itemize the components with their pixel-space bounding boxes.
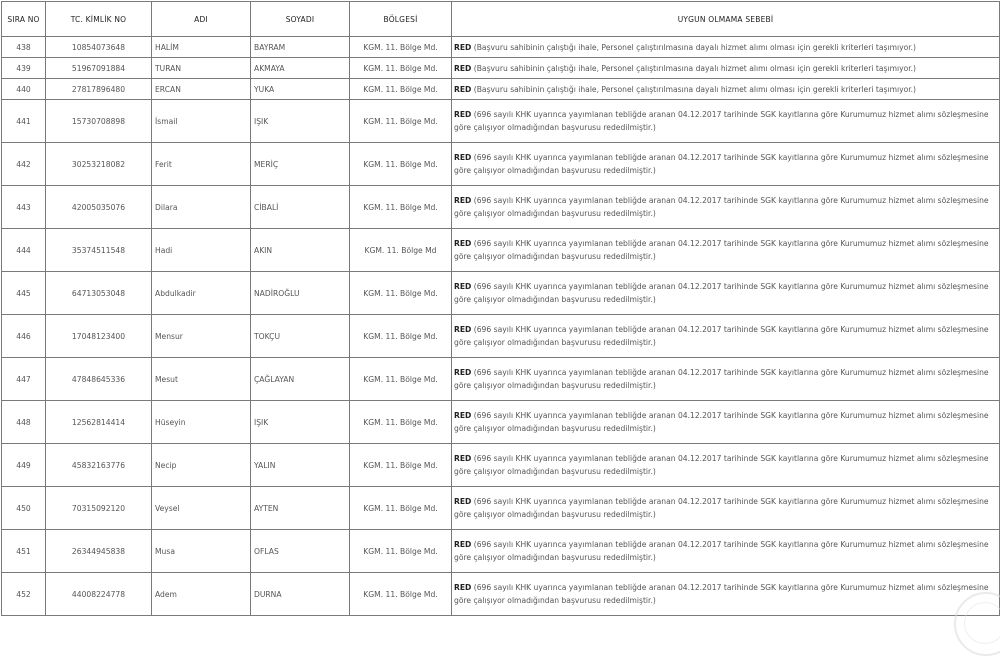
red-label: RED: [454, 84, 472, 94]
cell-soyadi: AKMAYA: [251, 58, 350, 79]
header-bolgesi: BÖLGESİ: [350, 2, 452, 37]
cell-sebep: [452, 100, 1000, 143]
cell-adi: Ferit: [152, 143, 251, 186]
cell-sira-no: 448: [2, 401, 46, 444]
cell-soyadi: TOKÇU: [251, 315, 350, 358]
cell-sira-no: 446: [2, 315, 46, 358]
red-label: RED: [454, 497, 472, 506]
header-tc-kimlik-no: TC. KİMLİK NO: [46, 2, 152, 37]
red-label: RED: [454, 411, 472, 420]
cell-bolgesi: KGM. 11. Bölge Md.: [350, 444, 452, 487]
table-row: [2, 143, 1000, 186]
reason-text: (696 sayılı KHK uyarınca yayımlanan tebliğde aranan 04.12.2017 tarihinde SGK kayıtlarına göre Kurumumuz hizmet alımı sözleşmesine göre çalışıyor olmadığından başvurusu rededilmiştir.): [454, 497, 989, 519]
reason-text: (696 sayılı KHK uyarınca yayımlanan tebliğde aranan 04.12.2017 tarihinde SGK kayıtlarına göre Kurumumuz hizmet alımı sözleşmesine göre çalışıyor olmadığından başvurusu rededilmiştir.): [454, 540, 989, 562]
cell-sebep: [452, 37, 1000, 58]
cell-bolgesi: KGM. 11. Bölge Md.: [350, 315, 452, 358]
cell-bolgesi: KGM. 11. Bölge Md.: [350, 272, 452, 315]
cell-bolgesi: KGM. 11. Bölge Md.: [350, 37, 452, 58]
cell-adi: ERCAN: [152, 79, 251, 100]
cell-sebep: [452, 58, 1000, 79]
cell-soyadi: MERİÇ: [251, 143, 350, 186]
cell-sira-no: 449: [2, 444, 46, 487]
table-row: [2, 229, 1000, 272]
faded-stamp-inner-ring: [964, 602, 1000, 644]
cell-adi: Hadi: [152, 229, 251, 272]
table-row: [2, 37, 1000, 58]
cell-soyadi: ÇAĞLAYAN: [251, 358, 350, 401]
table-row: [2, 79, 1000, 100]
cell-adi: Mesut: [152, 358, 251, 401]
reason-text: (696 sayılı KHK uyarınca yayımlanan tebliğde aranan 04.12.2017 tarihinde SGK kayıtlarına göre Kurumumuz hizmet alımı sözleşmesine göre çalışıyor olmadığından başvurusu rededilmiştir.): [454, 454, 989, 476]
cell-bolgesi: KGM. 11. Bölge Md.: [350, 401, 452, 444]
reason-text: (696 sayılı KHK uyarınca yayımlanan tebliğde aranan 04.12.2017 tarihinde SGK kayıtlarına göre Kurumumuz hizmet alımı sözleşmesine göre çalışıyor olmadığından başvurusu rededilmiştir.): [454, 368, 989, 390]
reason-text: (696 sayılı KHK uyarınca yayımlanan tebliğde aranan 04.12.2017 tarihinde SGK kayıtlarına göre Kurumumuz hizmet alımı sözleşmesine göre çalışıyor olmadığından başvurusu rededilmiştir.): [454, 196, 989, 218]
cell-adi: Mensur: [152, 315, 251, 358]
cell-soyadi: IŞIK: [251, 100, 350, 143]
cell-sebep: [452, 79, 1000, 100]
cell-tc-kimlik-no: 42005035076: [46, 186, 152, 229]
red-label: RED: [454, 239, 472, 248]
table-row: [2, 573, 1000, 616]
cell-adi: İsmail: [152, 100, 251, 143]
cell-tc-kimlik-no: 15730708898: [46, 100, 152, 143]
cell-sebep: [452, 358, 1000, 401]
cell-tc-kimlik-no: 51967091884: [46, 58, 152, 79]
cell-soyadi: OFLAS: [251, 530, 350, 573]
table-row: [2, 444, 1000, 487]
cell-tc-kimlik-no: 47848645336: [46, 358, 152, 401]
cell-tc-kimlik-no: 17048123400: [46, 315, 152, 358]
table-header-row: [2, 2, 1000, 37]
cell-sira-no: 450: [2, 487, 46, 530]
cell-adi: Necip: [152, 444, 251, 487]
reason-text: (696 sayılı KHK uyarınca yayımlanan tebliğde aranan 04.12.2017 tarihinde SGK kayıtlarına göre Kurumumuz hizmet alımı sözleşmesine göre çalışıyor olmadığından başvurusu rededilmiştir.): [454, 325, 989, 347]
red-label: RED: [454, 110, 472, 119]
red-label: RED: [454, 282, 472, 291]
cell-sebep: [452, 143, 1000, 186]
cell-soyadi: NADİROĞLU: [251, 272, 350, 315]
table-row: [2, 186, 1000, 229]
reason-text: (696 sayılı KHK uyarınca yayımlanan tebliğde aranan 04.12.2017 tarihinde SGK kayıtlarına göre Kurumumuz hizmet alımı sözleşmesine göre çalışıyor olmadığından başvurusu rededilmiştir.): [454, 153, 989, 175]
cell-soyadi: CİBALİ: [251, 186, 350, 229]
cell-tc-kimlik-no: 44008224778: [46, 573, 152, 616]
table-row: [2, 315, 1000, 358]
cell-adi: Musa: [152, 530, 251, 573]
reason-text: (Başvuru sahibinin çalıştığı ihale, Personel çalıştırılmasına dayalı hizmet alımı olması için gerekli kriterleri taşımıyor.): [471, 84, 917, 94]
cell-bolgesi: KGM. 11. Bölge Md.: [350, 186, 452, 229]
red-label: RED: [454, 63, 472, 73]
red-label: RED: [454, 454, 472, 463]
cell-bolgesi: KGM. 11. Bölge Md.: [350, 100, 452, 143]
table-row: [2, 272, 1000, 315]
cell-soyadi: YALIN: [251, 444, 350, 487]
cell-sira-no: 442: [2, 143, 46, 186]
cell-sira-no: 439: [2, 58, 46, 79]
header-uygun-olmama-sebebi: UYGUN OLMAMA SEBEBİ: [452, 2, 1000, 37]
header-sira-no: SIRA NO: [2, 2, 46, 37]
red-label: RED: [454, 42, 472, 52]
cell-adi: Dilara: [152, 186, 251, 229]
cell-tc-kimlik-no: 12562814414: [46, 401, 152, 444]
cell-soyadi: AYTEN: [251, 487, 350, 530]
reason-text: (696 sayılı KHK uyarınca yayımlanan tebliğde aranan 04.12.2017 tarihinde SGK kayıtlarına göre Kurumumuz hizmet alımı sözleşmesine göre çalışıyor olmadığından başvurusu rededilmiştir.): [454, 411, 989, 433]
cell-tc-kimlik-no: 64713053048: [46, 272, 152, 315]
cell-sira-no: 444: [2, 229, 46, 272]
cell-sebep: [452, 444, 1000, 487]
cell-sira-no: 445: [2, 272, 46, 315]
cell-sira-no: 443: [2, 186, 46, 229]
cell-soyadi: IŞIK: [251, 401, 350, 444]
reason-text: (Başvuru sahibinin çalıştığı ihale, Personel çalıştırılmasına dayalı hizmet alımı olması için gerekli kriterleri taşımıyor.): [471, 42, 917, 52]
cell-tc-kimlik-no: 45832163776: [46, 444, 152, 487]
cell-soyadi: YUKA: [251, 79, 350, 100]
cell-sebep: [452, 573, 1000, 616]
cell-soyadi: AKIN: [251, 229, 350, 272]
reason-text: (696 sayılı KHK uyarınca yayımlanan tebliğde aranan 04.12.2017 tarihinde SGK kayıtlarına göre Kurumumuz hizmet alımı sözleşmesine göre çalışıyor olmadığından başvurusu rededilmiştir.): [454, 239, 989, 261]
cell-adi: Abdulkadir: [152, 272, 251, 315]
table-row: [2, 100, 1000, 143]
cell-bolgesi: KGM. 11. Bölge Md.: [350, 530, 452, 573]
cell-bolgesi: KGM. 11. Bölge Md.: [350, 573, 452, 616]
cell-bolgesi: KGM. 11. Bölge Md.: [350, 79, 452, 100]
red-label: RED: [454, 583, 472, 592]
reason-text: (696 sayılı KHK uyarınca yayımlanan tebliğde aranan 04.12.2017 tarihinde SGK kayıtlarına göre Kurumumuz hizmet alımı sözleşmesine göre çalışıyor olmadığından başvurusu rededilmiştir.): [454, 583, 989, 605]
table-row: [2, 530, 1000, 573]
reason-text: (696 sayılı KHK uyarınca yayımlanan tebliğde aranan 04.12.2017 tarihinde SGK kayıtlarına göre Kurumumuz hizmet alımı sözleşmesine göre çalışıyor olmadığından başvurusu rededilmiştir.): [454, 282, 989, 304]
cell-sira-no: 451: [2, 530, 46, 573]
cell-sira-no: 447: [2, 358, 46, 401]
reason-text: (696 sayılı KHK uyarınca yayımlanan tebliğde aranan 04.12.2017 tarihinde SGK kayıtlarına göre Kurumumuz hizmet alımı sözleşmesine göre çalışıyor olmadığından başvurusu rededilmiştir.): [454, 110, 989, 132]
red-label: RED: [454, 196, 472, 205]
cell-sebep: [452, 401, 1000, 444]
cell-sira-no: 452: [2, 573, 46, 616]
cell-sira-no: 440: [2, 79, 46, 100]
cell-sebep: [452, 530, 1000, 573]
cell-sebep: [452, 229, 1000, 272]
cell-sebep: [452, 315, 1000, 358]
cell-adi: Adem: [152, 573, 251, 616]
cell-bolgesi: KGM. 11. Bölge Md.: [350, 358, 452, 401]
cell-tc-kimlik-no: 30253218082: [46, 143, 152, 186]
cell-sebep: [452, 186, 1000, 229]
cell-adi: HALİM: [152, 37, 251, 58]
cell-sira-no: 441: [2, 100, 46, 143]
cell-adi: Hüseyin: [152, 401, 251, 444]
cell-bolgesi: KGM. 11. Bölge Md.: [350, 58, 452, 79]
cell-tc-kimlik-no: 70315092120: [46, 487, 152, 530]
red-label: RED: [454, 325, 472, 334]
red-label: RED: [454, 368, 472, 377]
table-row: [2, 58, 1000, 79]
cell-sebep: [452, 487, 1000, 530]
cell-adi: TURAN: [152, 58, 251, 79]
cell-tc-kimlik-no: 35374511548: [46, 229, 152, 272]
cell-sebep: [452, 272, 1000, 315]
cell-bolgesi: KGM. 11. Bölge Md: [350, 229, 452, 272]
header-soyadi: SOYADI: [251, 2, 350, 37]
cell-adi: Veysel: [152, 487, 251, 530]
table-row: [2, 358, 1000, 401]
cell-tc-kimlik-no: 27817896480: [46, 79, 152, 100]
red-label: RED: [454, 540, 472, 549]
cell-soyadi: DURNA: [251, 573, 350, 616]
cell-bolgesi: KGM. 11. Bölge Md.: [350, 487, 452, 530]
table-row: [2, 401, 1000, 444]
header-adi: ADI: [152, 2, 251, 37]
cell-tc-kimlik-no: 10854073648: [46, 37, 152, 58]
table-row: [2, 487, 1000, 530]
cell-soyadi: BAYRAM: [251, 37, 350, 58]
reason-text: (Başvuru sahibinin çalıştığı ihale, Personel çalıştırılmasına dayalı hizmet alımı olması için gerekli kriterleri taşımıyor.): [471, 63, 917, 73]
cell-tc-kimlik-no: 26344945838: [46, 530, 152, 573]
red-label: RED: [454, 153, 472, 162]
applicants-table: [1, 1, 1000, 616]
cell-sira-no: 438: [2, 37, 46, 58]
cell-bolgesi: KGM. 11. Bölge Md.: [350, 143, 452, 186]
